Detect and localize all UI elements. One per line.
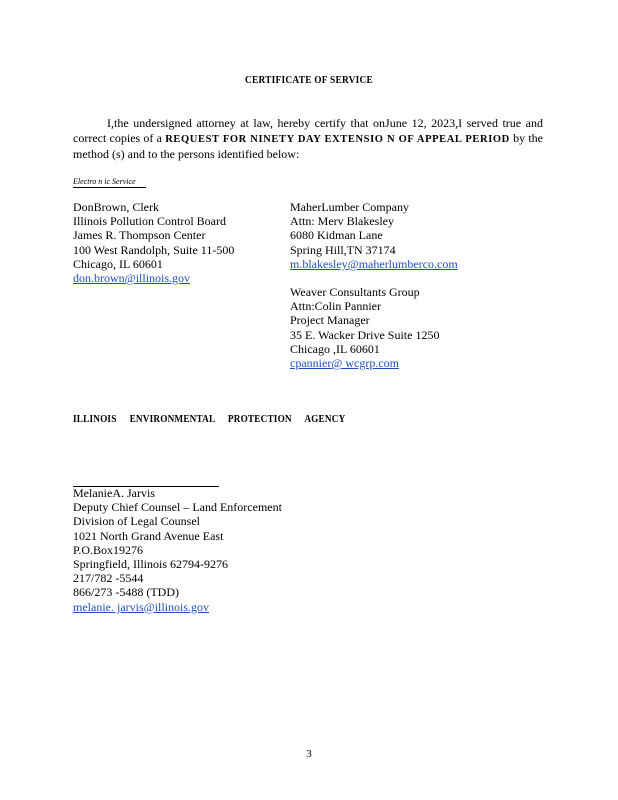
agency-name: ILLINOIS ENVIRONMENTAL PROTECTION AGENCY: [73, 414, 346, 425]
page-number: 3: [306, 748, 312, 760]
signatory-line: 1021 North Grand Avenue East: [73, 528, 224, 543]
email-link[interactable]: cpannier@ wcgrp.com: [290, 356, 400, 371]
email-link[interactable]: melanie. jarvis@illinois.gov: [73, 599, 210, 614]
recipient-maher-lumber: [290, 200, 458, 271]
paragraph-text-pre: I,the undersigned attorney at law, hereby certify that onJune 12, 2023,I served true and correct copies of a: [73, 116, 543, 145]
address-line: Chicago, IL 60601: [73, 256, 163, 271]
email-link[interactable]: don.brown@illinois.gov: [73, 271, 191, 286]
address-line: Chicago ,IL 60601: [290, 341, 380, 356]
certificate-title: CERTIFICATE OF SERVICE: [244, 74, 374, 86]
address-line: Attn: Merv Blakesley: [290, 214, 394, 229]
address-line: MaherLumber Company: [290, 200, 409, 214]
email-link[interactable]: m.blakesley@maherlumberco.com: [290, 256, 458, 271]
address-line: Project Manager: [290, 313, 370, 328]
address-line: Attn:Colin Pannier: [290, 299, 381, 314]
address-line: DonBrown, Clerk: [73, 200, 159, 214]
certification-paragraph: [73, 116, 543, 162]
document-title-reference: REQUEST FOR NINETY DAY EXTENSIO N OF APPEAL PERIOD: [165, 133, 510, 145]
address-line: Spring Hill,TN 37174: [290, 242, 396, 257]
signatory-line: MelanieA. Jarvis: [73, 486, 155, 500]
address-line: Weaver Consultants Group: [290, 285, 420, 299]
signatory-line: Deputy Chief Counsel – Land Enforcement: [73, 500, 282, 515]
signatory-line: Division of Legal Counsel: [73, 514, 200, 529]
address-line: Illinois Pollution Control Board: [73, 214, 227, 229]
address-line: 35 E. Wacker Drive Suite 1250: [290, 327, 440, 342]
electronic-service-label: Electro n ic Service: [73, 176, 146, 188]
signatory-line: P.O.Box19276: [73, 542, 144, 557]
address-line: 6080 Kidman Lane: [290, 228, 383, 243]
paragraph-text-post: by the method (s) and to the persons identified below:: [73, 130, 543, 161]
signatory-line: 866/273 -5488 (TDD): [73, 585, 179, 600]
signatory-line: Springfield, Illinois 62794-9276: [73, 557, 228, 572]
recipient-pollution-board: [73, 200, 234, 285]
signatory-block: [73, 486, 282, 614]
signatory-line: 217/782 -5544: [73, 571, 144, 586]
address-line: James R. Thompson Center: [73, 228, 206, 243]
address-line: 100 West Randolph, Suite 11-500: [73, 242, 235, 257]
recipient-weaver-consultants: [290, 285, 439, 370]
